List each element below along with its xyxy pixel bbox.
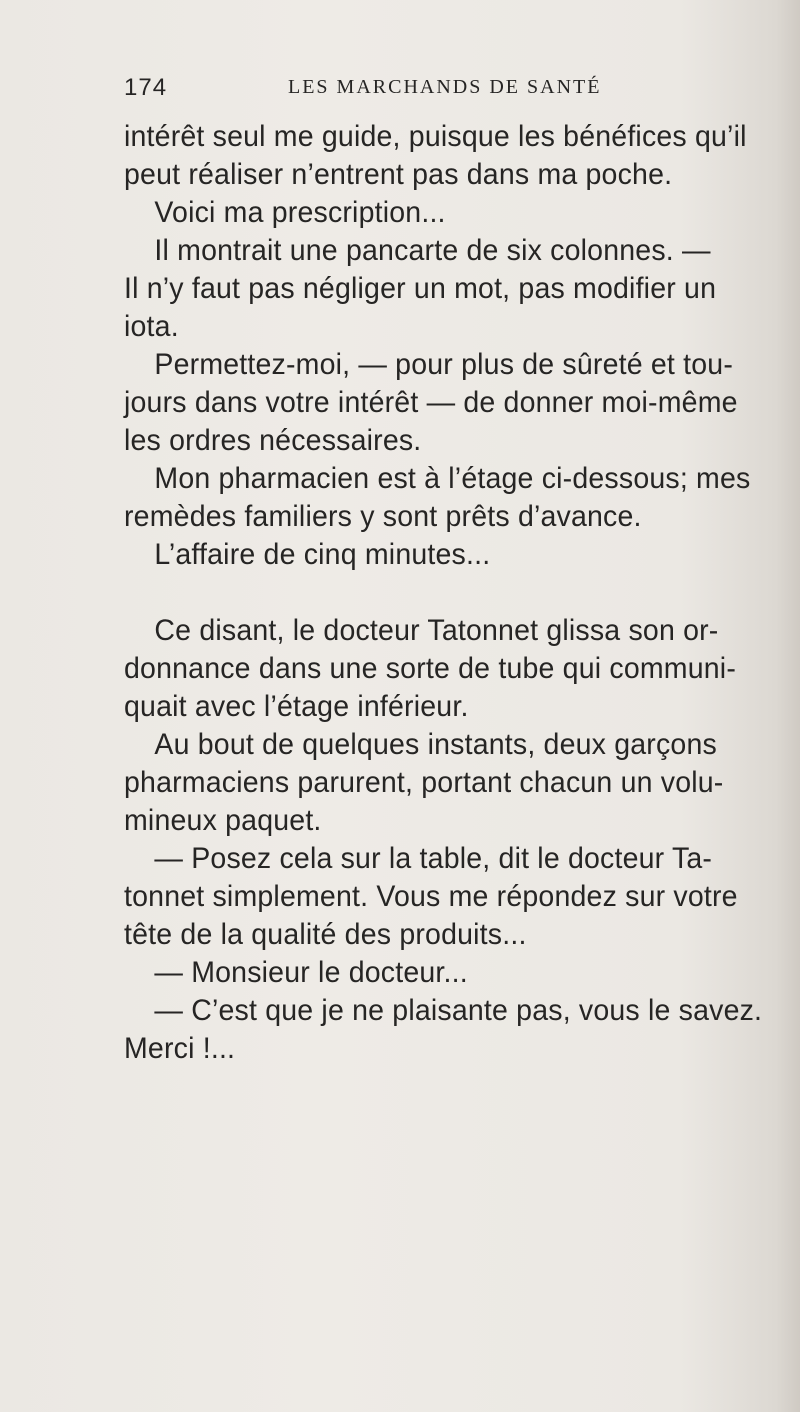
- text-line: Il n’y faut pas négliger un mot, pas modifier un: [124, 272, 717, 305]
- text-line: les ordres nécessaires.: [124, 424, 422, 457]
- text-line: pharmaciens parurent, portant chacun un volu-: [124, 766, 724, 799]
- text-line: donnance dans une sorte de tube qui communi-: [124, 652, 737, 685]
- page-number: 174: [124, 74, 168, 101]
- text-line: Mon pharmacien est à l’étage ci-dessous; mes: [154, 462, 751, 495]
- text-line: remèdes familiers y sont prêts d’avance.: [124, 500, 642, 533]
- text-line: Merci !...: [124, 1032, 236, 1065]
- text-line: mineux paquet.: [124, 804, 322, 837]
- body-text: [124, 118, 794, 1068]
- running-head: LES MARCHANDS DE SANTÉ: [288, 76, 602, 98]
- text-line: quait avec l’étage inférieur.: [124, 690, 469, 723]
- text-line: tête de la qualité des produits...: [124, 918, 527, 951]
- text-line: peut réaliser n’entrent pas dans ma poche.: [124, 158, 673, 191]
- text-line: iota.: [124, 310, 179, 343]
- text-line: — Monsieur le docteur...: [154, 956, 468, 989]
- text-line: — Posez cela sur la table, dit le docteur Ta-: [154, 842, 713, 875]
- text-line: intérêt seul me guide, puisque les bénéfices qu’il: [124, 120, 747, 153]
- text-line: Ce disant, le docteur Tatonnet glissa son or-: [154, 614, 719, 647]
- text-line: — C’est que je ne plaisante pas, vous le savez.: [154, 994, 763, 1027]
- paragraph-gap: [124, 574, 794, 612]
- text-line: L’affaire de cinq minutes...: [154, 538, 491, 571]
- text-line: Il montrait une pancarte de six colonnes. —: [154, 234, 711, 267]
- text-line: Permettez-moi, — pour plus de sûreté et tou-: [154, 348, 734, 381]
- text-line: tonnet simplement. Vous me répondez sur votre: [124, 880, 738, 913]
- page-header: [124, 74, 684, 106]
- text-line: Au bout de quelques instants, deux garçons: [154, 728, 717, 761]
- text-line: Voici ma prescription...: [154, 196, 446, 229]
- text-line: jours dans votre intérêt — de donner moi-même: [124, 386, 738, 419]
